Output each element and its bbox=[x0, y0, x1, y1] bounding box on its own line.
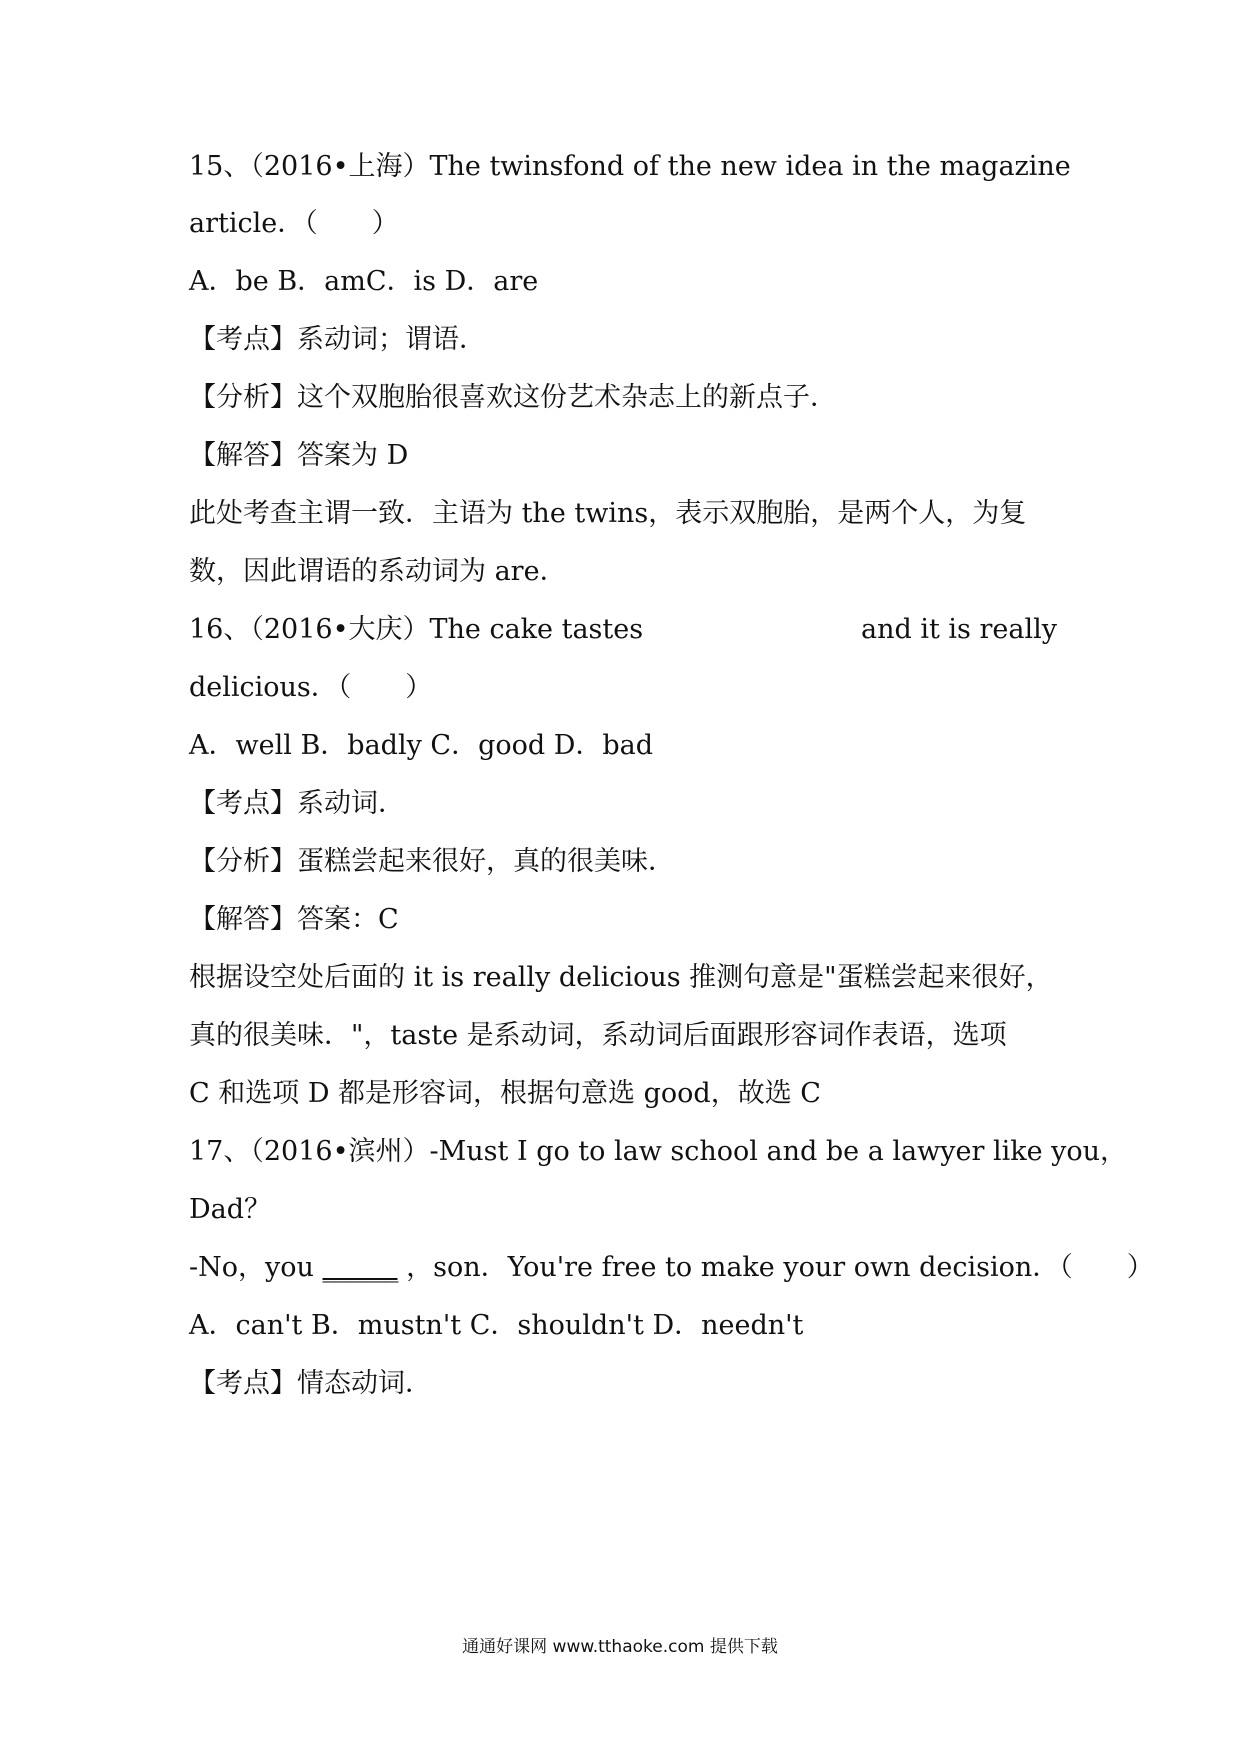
q15-options: A．be B．amC．is D．are bbox=[189, 266, 539, 297]
q15-explain-line-2: 数，因此谓语的系动词为 are． bbox=[189, 556, 567, 587]
q15-stem-line-2: article．（ ） bbox=[189, 208, 399, 239]
q16-fenxi: 【分析】蛋糕尝起来很好，真的很美味． bbox=[189, 846, 675, 877]
q16-explain-line-3: C 和选项 D 都是形容词，根据句意选 good，故选 C bbox=[189, 1078, 821, 1109]
q17-answer-blank: ______ bbox=[322, 1252, 398, 1283]
q17-stem-line-1: 17、（2016•滨州）-Must I go to law school and be a lawyer like you， bbox=[189, 1136, 1128, 1167]
q15-stem-line-1 bbox=[189, 149, 1071, 185]
q16-stem-line-1 bbox=[189, 612, 1057, 648]
q15-stem-left: 15、（2016•上海）The twins bbox=[189, 151, 564, 182]
q16-stem-left: 16、（2016•大庆）The cake tastes bbox=[189, 614, 644, 645]
q17-answer-suffix: ，son．You're free to make your own decision．（ ） bbox=[406, 1252, 1154, 1283]
page-footer: 通通好课网 www.tthaoke.com 提供下载 bbox=[462, 1637, 778, 1657]
q15-fenxi: 【分析】这个双胞胎很喜欢这份艺术杂志上的新点子． bbox=[189, 382, 837, 413]
q16-options: A．well B．badly C．good D．bad bbox=[189, 730, 654, 761]
q16-explain-line-1: 根据设空处后面的 it is really delicious 推测句意是"蛋糕尝起来很好， bbox=[189, 962, 1053, 993]
q16-stem-right: and it is really bbox=[860, 614, 1057, 645]
q15-kaodian: 【考点】系动词；谓语． bbox=[189, 324, 486, 355]
q17-answer-prefix: -No，you bbox=[189, 1252, 314, 1283]
q17-stem-line-3 bbox=[189, 1250, 1154, 1286]
q17-kaodian: 【考点】情态动词． bbox=[189, 1368, 432, 1399]
q15-stem-right: fond of the new idea in the magazine bbox=[563, 151, 1071, 182]
q16-stem-line-2: delicious．（ ） bbox=[189, 672, 433, 703]
q15-explain-line-1: 此处考查主谓一致．主语为 the twins，表示双胞胎，是两个人，为复 bbox=[189, 498, 1027, 529]
q17-stem-line-2: Dad？ bbox=[189, 1194, 272, 1225]
q16-jieda: 【解答】答案：C bbox=[189, 904, 399, 935]
q16-kaodian: 【考点】系动词． bbox=[189, 788, 405, 819]
q15-jieda: 【解答】答案为 D bbox=[189, 440, 409, 471]
q16-explain-line-2: 真的很美味．"，taste 是系动词，系动词后面跟形容词作表语，选项 bbox=[189, 1020, 1007, 1051]
q17-options: A．can't B．mustn't C．shouldn't D．needn't bbox=[189, 1310, 804, 1341]
